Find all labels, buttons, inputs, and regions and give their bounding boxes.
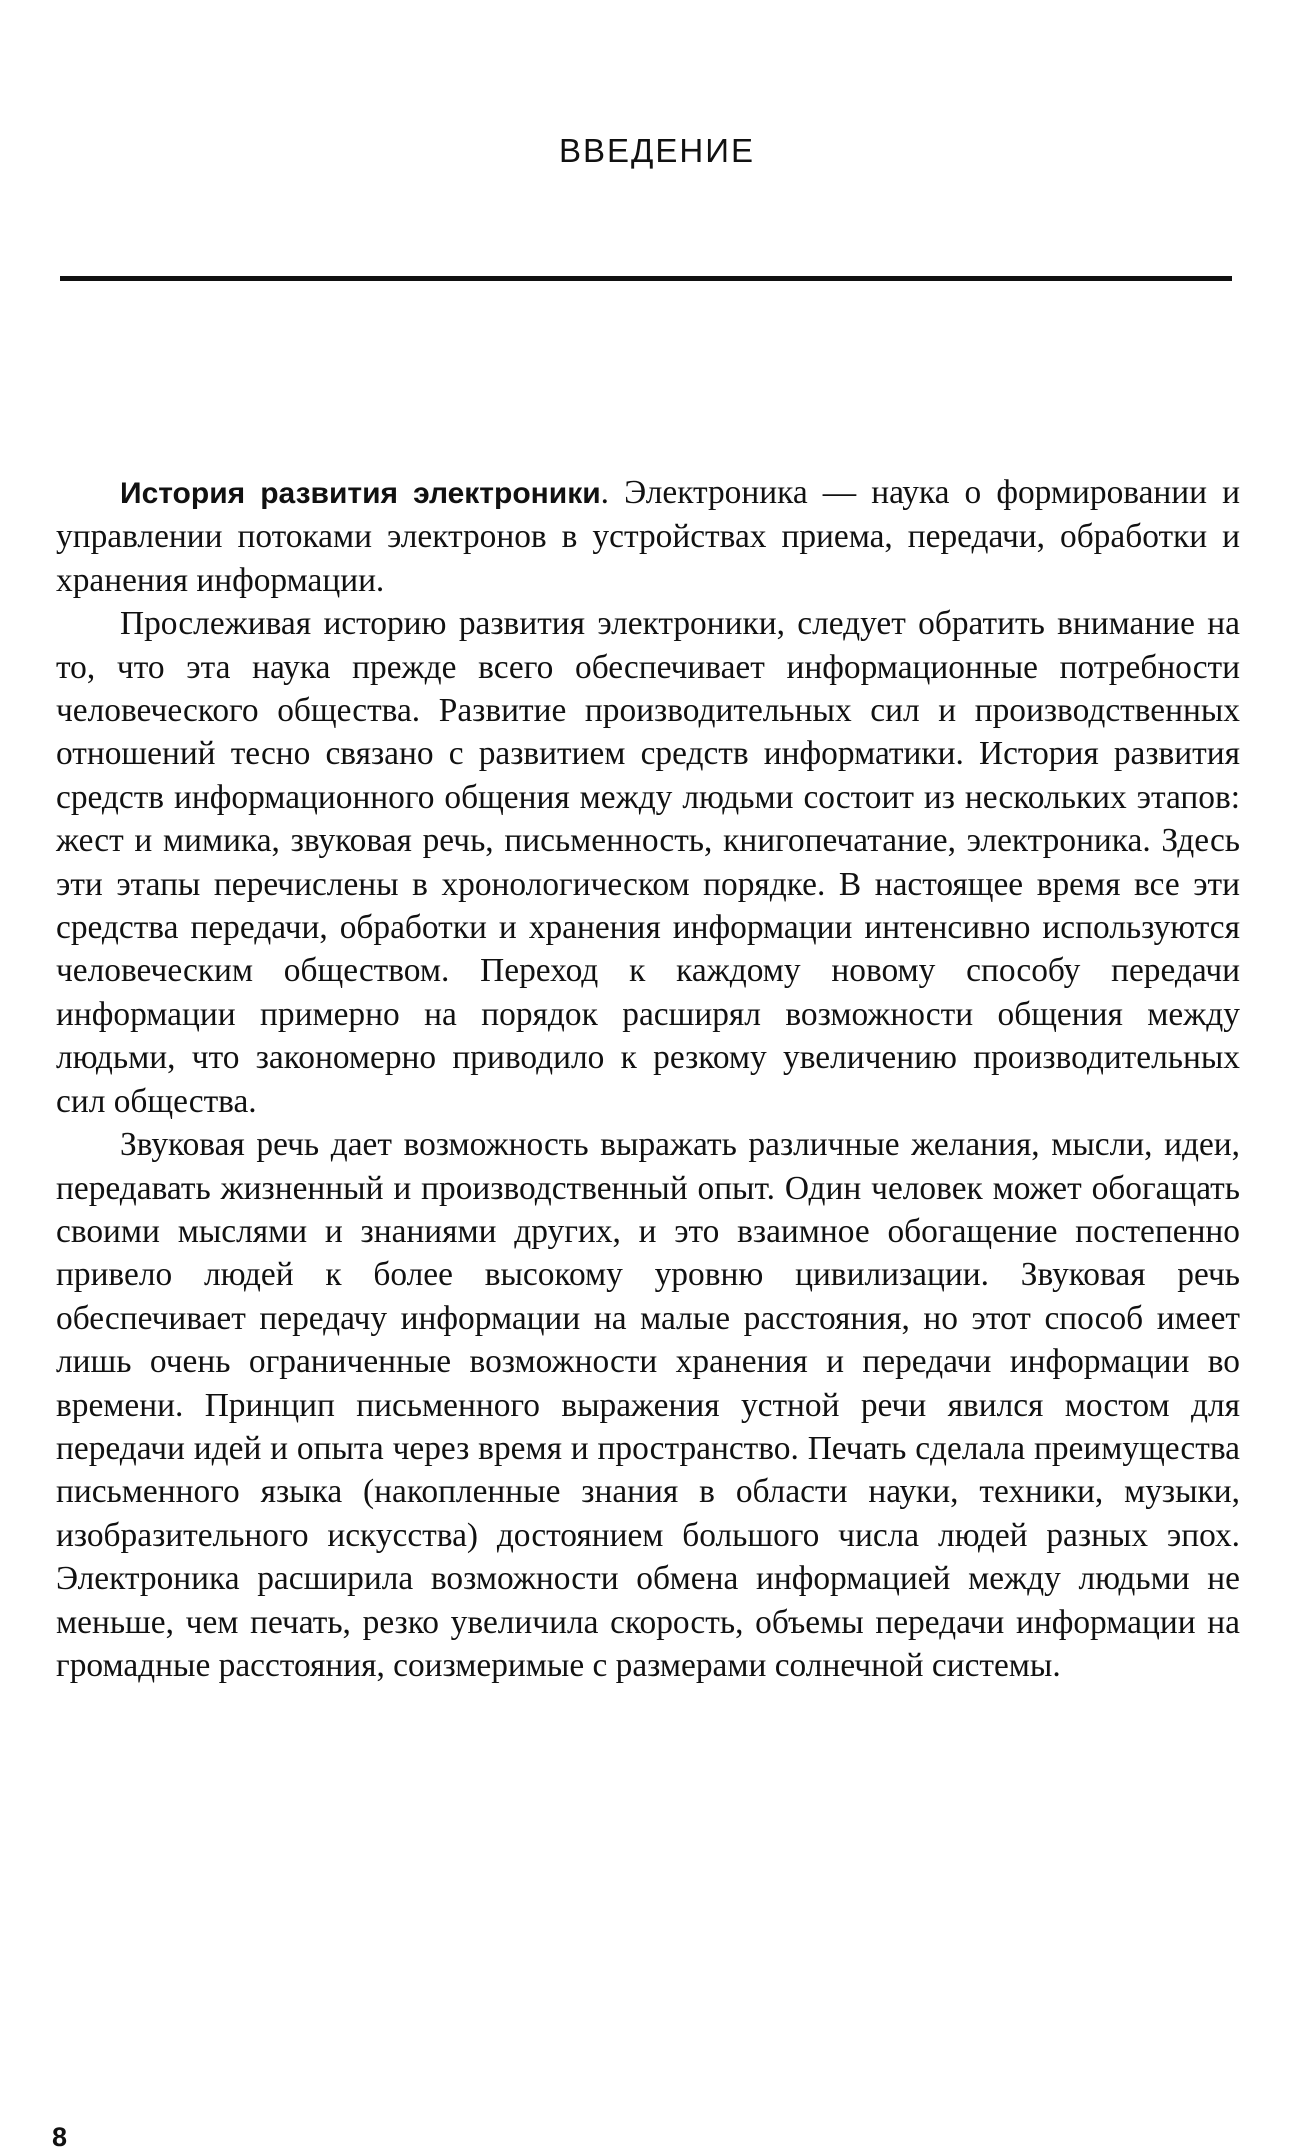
paragraph-1-text: . Электроника — наука о формировании и управлении потоками электронов в устройствах приема, передачи, обработки и хранения информации. [56,474,1240,599]
paragraph-2: Прослеживая историю развития электроники, следует обратить внимание на то, что эта наука прежде всего обеспечивает информационные потребности человеческого общества. Развитие производительных сил и производственных отношений тесно связано с развитием средств информатики. История развития средств информационного общения между людьми состоит из нескольких этапов: жест и мимика, звуковая речь, письменность, книгопечатание, электроника. Здесь эти этапы перечислены в хронологическом порядке. В настоящее время все эти средства передачи, обработки и хранения информации интенсивно используются человеческим обществом. Переход к каждому новому способу передачи информации примерно на порядок расширял возможности общения между людьми, что закономерно приводило к резкому увеличению производительных сил общества. [56,605,1240,1120]
paragraph-1 [56,471,1240,602]
heading-rule [60,276,1232,281]
page-number: 8 [52,2122,68,2152]
chapter-heading: ВВЕДЕНИЕ [559,132,755,169]
paragraph-3: Звуковая речь дает возможность выражать различные желания, мысли, идеи, передавать жизненный и производственный опыт. Один человек может обогащать своими мыслями и знаниями других, и это взаимное обогащение постепенно привело людей к более высокому уровню цивилизации. Звуковая речь обеспечивает передачу информации на малые расстояния, но этот способ имеет лишь очень ограниченные возможности хранения и передачи информации во времени. Принцип письменного выражения устной речи явился мостом для передачи идей и опыта через время и пространство. Печать сделала преимущества письменного языка (накопленные знания в области науки, техники, музыки, изобразительного искусства) достоянием большого числа людей разных эпох. Электроника расширила возможности обмена информацией между людьми не меньше, чем печать, резко увеличила скорость, объемы передачи информации на громадные расстояния, соизмеримые с размерами солнечной системы. [56,1126,1240,1684]
body-text [56,471,1240,1687]
run-in-heading: История развития электроники [120,477,601,510]
